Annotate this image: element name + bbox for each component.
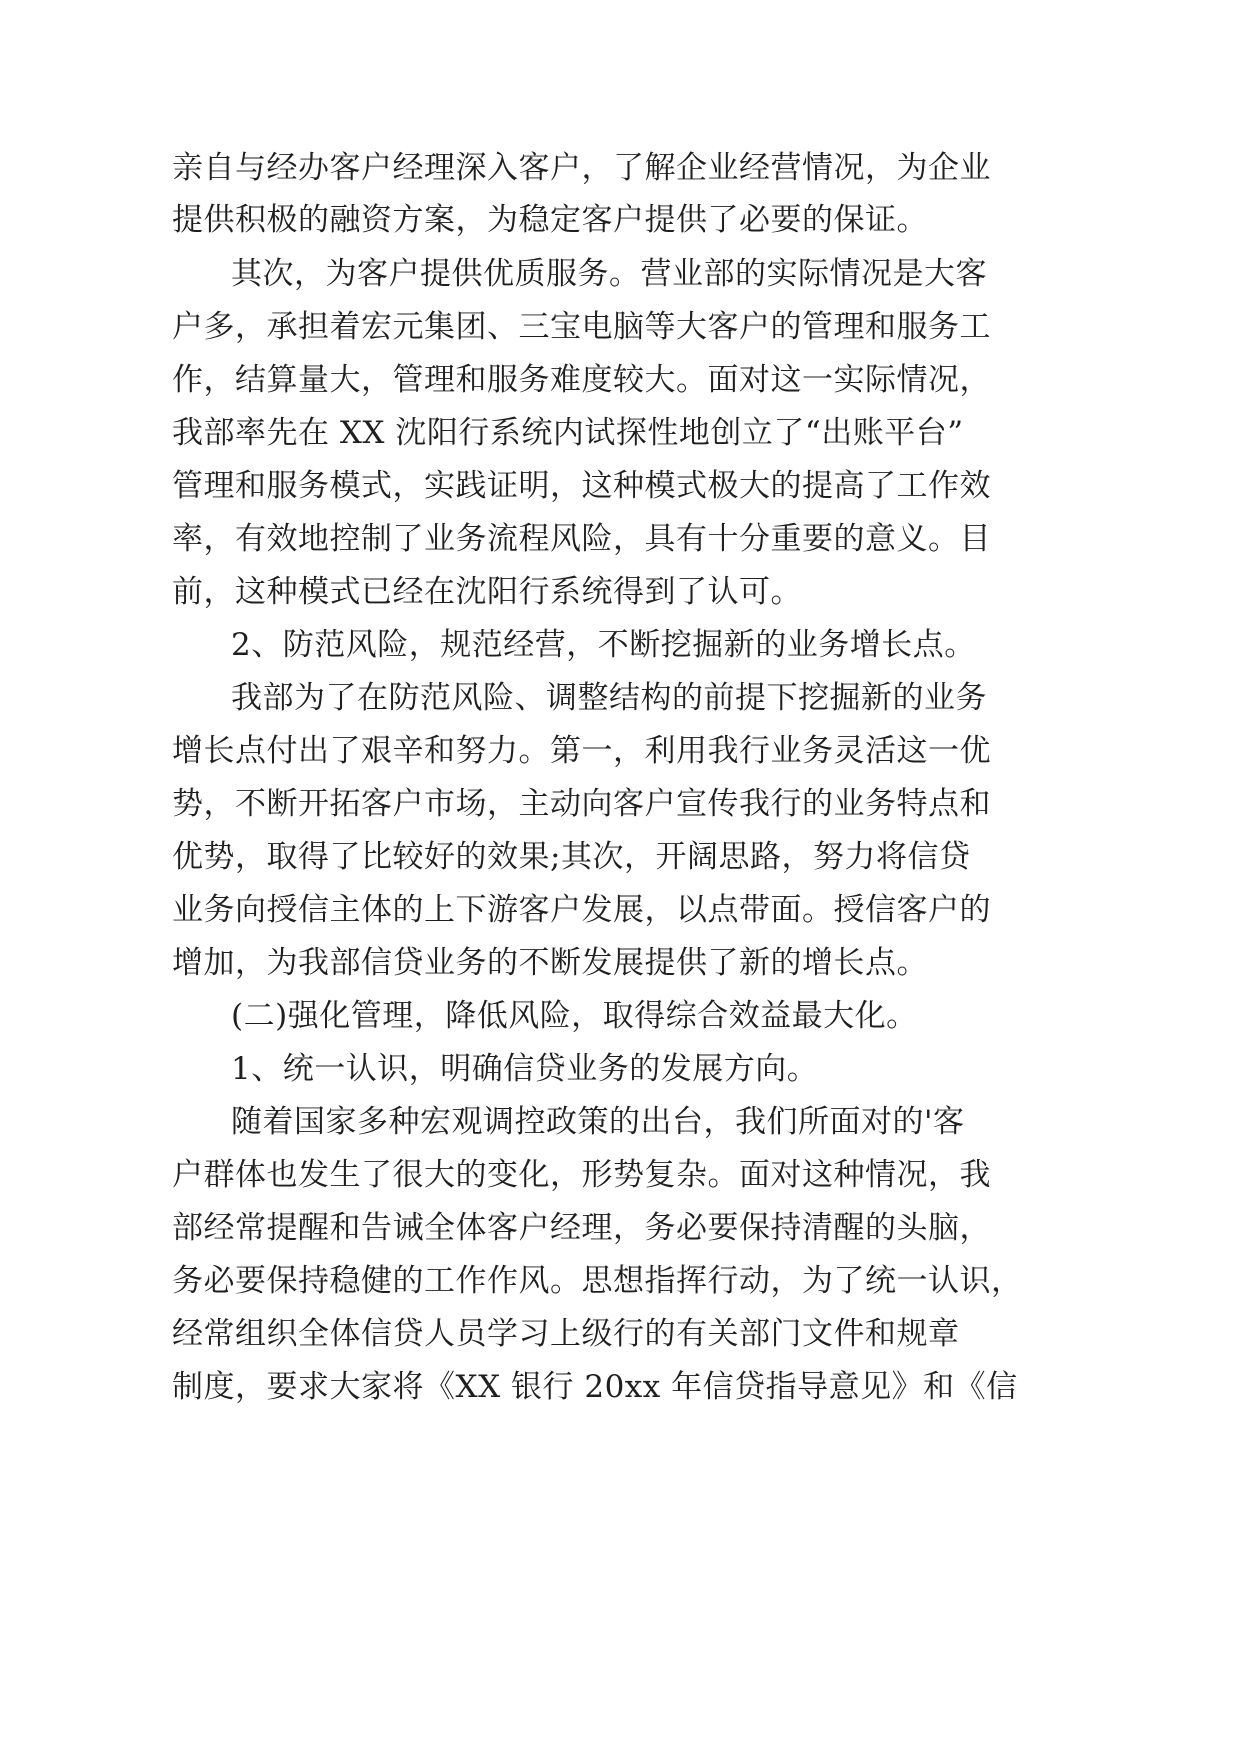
text-line: 2、防范风险，规范经营，不断挖掘新的业务增长点。 — [231, 627, 976, 663]
text-line: 户群体也发生了很大的变化，形势复杂。面对这种情况，我 — [172, 1157, 991, 1193]
text-line: 提供积极的融资方案，为稳定客户提供了必要的保证。 — [172, 202, 928, 238]
text-line: 户多，承担着宏元集团、三宝电脑等大客户的管理和服务工 — [172, 309, 991, 345]
text-line: 经常组织全体信贷人员学习上级行的有关部门文件和规章 — [172, 1316, 960, 1352]
text-line: 优势，取得了比较好的效果;其次，开阔思路，努力将信贷 — [172, 839, 971, 875]
text-line: 其次，为客户提供优质服务。营业部的实际情况是大客 — [231, 256, 987, 292]
text-line: 管理和服务模式，实践证明，这种模式极大的提高了工作效 — [172, 468, 991, 504]
text-line: 增长点付出了艰辛和努力。第一，利用我行业务灵活这一优 — [172, 733, 991, 769]
text-line: 率，有效地控制了业务流程风险，具有十分重要的意义。目 — [172, 521, 991, 557]
text-line: (二)强化管理，降低风险，取得综合效益最大化。 — [231, 998, 918, 1034]
text-line: 部经常提醒和告诫全体客户经理，务必要保持清醒的头脑， — [172, 1210, 991, 1246]
text-line: 势，不断开拓客户市场，主动向客户宣传我行的业务特点和 — [172, 786, 991, 822]
text-line: 务必要保持稳健的工作作风。思想指挥行动，为了统一认识， — [172, 1263, 1023, 1299]
text-line: 作，结算量大，管理和服务难度较大。面对这一实际情况， — [172, 362, 991, 398]
text-line: 业务向授信主体的上下游客户发展，以点带面。授信客户的 — [172, 892, 991, 928]
text-line: 1、统一认识，明确信贷业务的发展方向。 — [231, 1051, 819, 1087]
text-line: 随着国家多种宏观调控政策的出台，我们所面对的'客 — [231, 1104, 965, 1140]
text-line: 亲自与经办客户经理深入客户，了解企业经营情况，为企业 — [172, 150, 991, 186]
text-line: 制度，要求大家将《XX 银行 20xx 年信贷指导意见》和《信 — [172, 1369, 1018, 1405]
text-line: 增加，为我部信贷业务的不断发展提供了新的增长点。 — [172, 945, 928, 981]
text-line: 我部为了在防范风险、调整结构的前提下挖掘新的业务 — [231, 680, 987, 716]
text-line: 前，这种模式已经在沈阳行系统得到了认可。 — [172, 574, 802, 610]
text-line: 我部率先在 XX 沈阳行系统内试探性地创立了“出账平台” — [172, 415, 964, 451]
